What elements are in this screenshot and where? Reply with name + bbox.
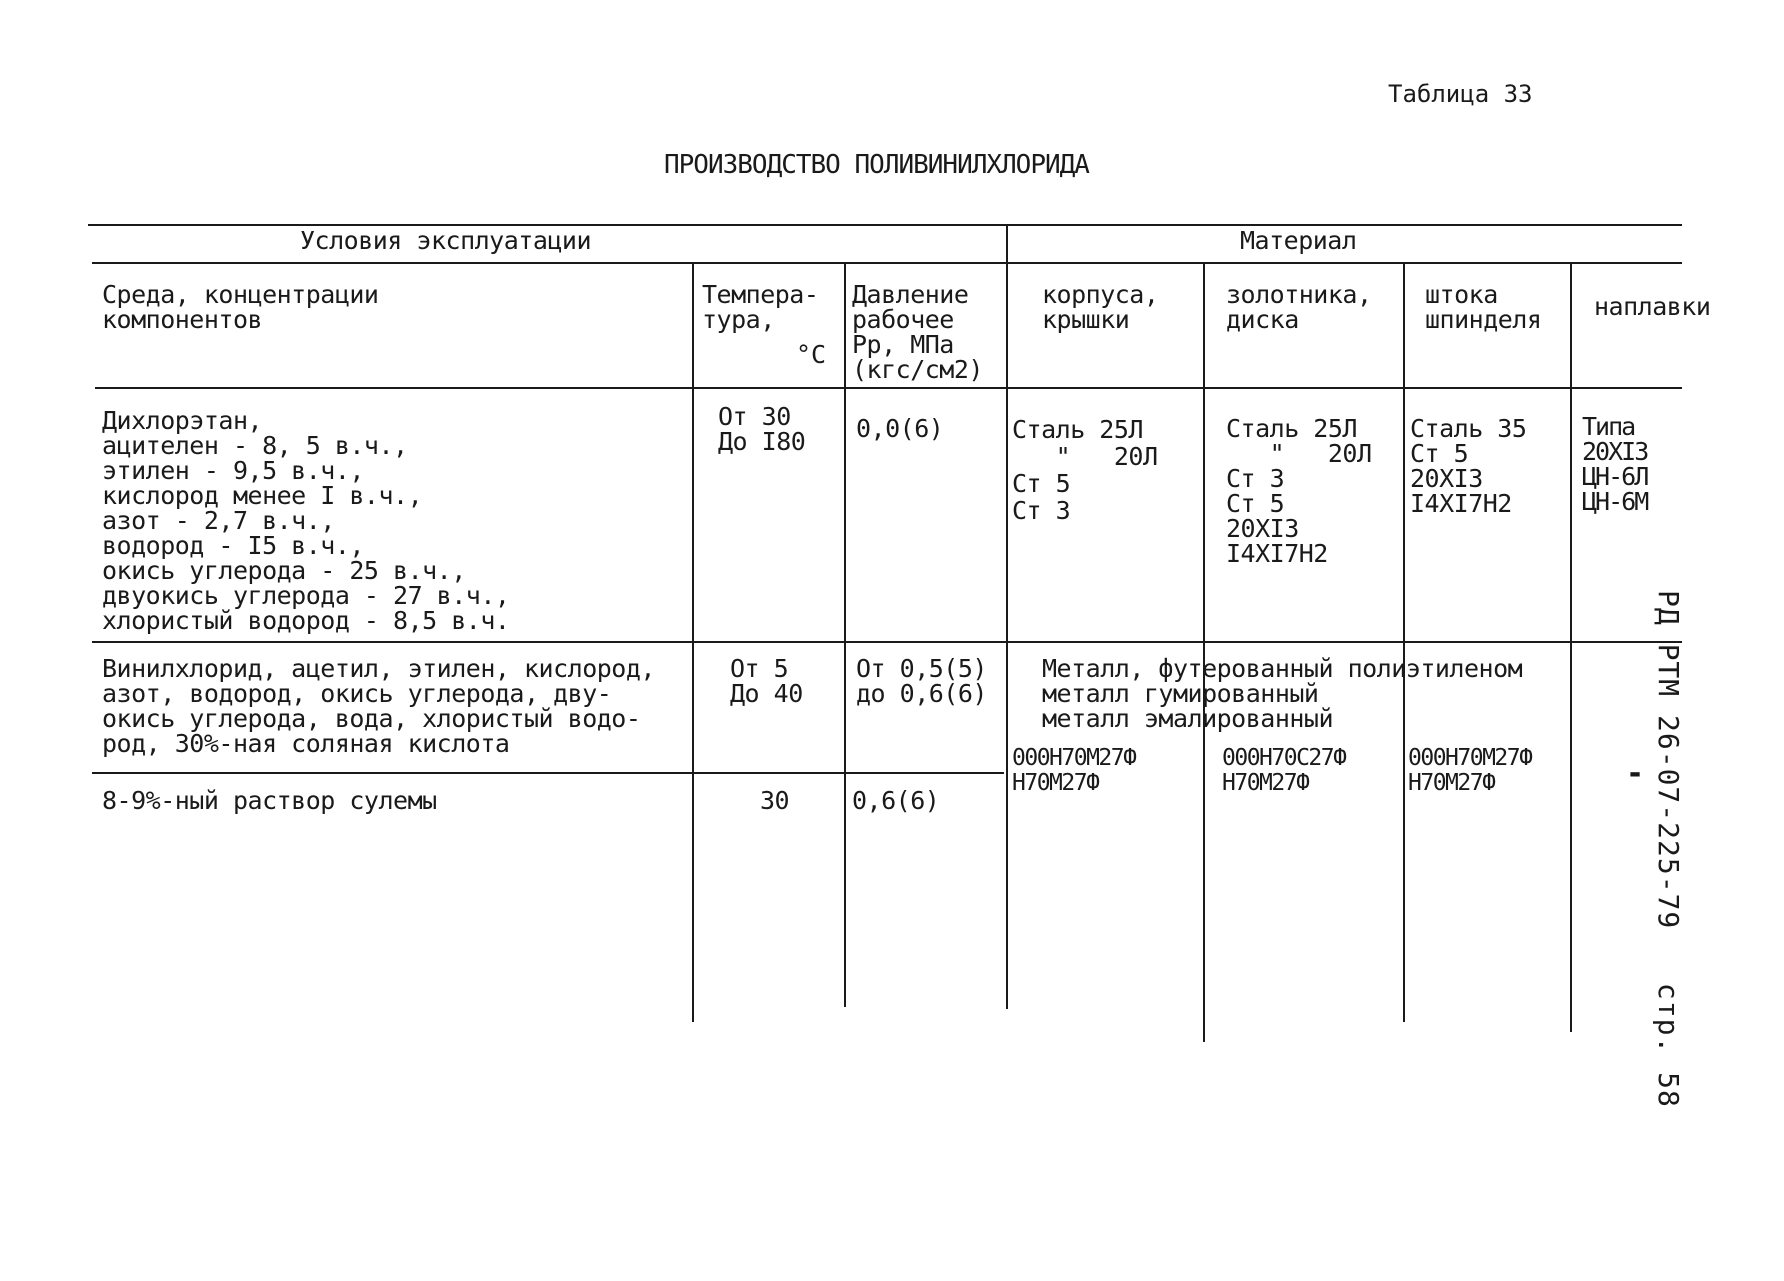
row1-bottom-rule	[92, 641, 1682, 643]
row3-pressure: 0,6(6)	[852, 786, 940, 815]
row1-temperature: От 30 До I80	[718, 402, 806, 456]
header-bottom-rule	[95, 387, 1682, 389]
row2-lining: Металл, футерованный полиэтиленом металл гумированный металл эмалированный	[1042, 654, 1523, 733]
row2-body: 000Н70М27Ф Н70М27Ф	[1012, 745, 1136, 796]
row2-pressure: От 0,5(5) до 0,6(6)	[856, 654, 987, 708]
header-stem: штока шпинделя	[1425, 280, 1542, 334]
row1-pressure: 0,0(6)	[856, 414, 944, 443]
col-divider-stem-overlay	[1570, 262, 1572, 1032]
row2-medium: Винилхлорид, ацетил, этилен, кислород, азот, водород, окись углерода, дву- окись углерода, вода, хлористый водо- род, 30%-ная соляная кислота	[102, 654, 655, 758]
header-material: Материал	[1240, 226, 1357, 255]
document-code-sidebar: РД РТМ 26-07-225-79 стр. 58	[1652, 590, 1685, 1108]
header-body: корпуса, крышки	[1042, 280, 1159, 334]
row1-stem: Сталь 35 Ст 5 20ХI3 I4ХI7Н2	[1410, 414, 1527, 518]
col-divider-temp-pressure	[844, 262, 846, 1007]
row2-bottom-rule	[92, 772, 1004, 774]
table-label: Таблица 33	[1388, 80, 1533, 108]
col-divider-conditions-material	[1006, 224, 1008, 1009]
row2-temperature: От 5 До 40	[730, 654, 803, 708]
header-gate: золотника, диска	[1226, 280, 1372, 334]
header-overlay: наплавки	[1594, 292, 1711, 321]
col-divider-body-gate	[1203, 262, 1205, 1042]
row2-stem: 000Н70М27Ф Н70М27Ф	[1408, 745, 1532, 796]
row1-medium: Дихлорэтан, ацителен - 8, 5 в.ч., этилен - 9,5 в.ч., кислород менее I в.ч., азот - 2,7 в.ч., водород - I5 в.ч., окись углерода - 25 в.ч., двуокись углерода - 27 в.ч., хлористый водород - 8,5 в.ч.	[102, 406, 510, 635]
row1-overlay: Типа 20ХI3 ЦН-6Л ЦН-6М	[1582, 412, 1648, 516]
col-divider-medium-temp	[692, 262, 694, 1022]
row2-gate: 000Н70С27Ф Н70М27Ф	[1222, 745, 1346, 796]
row1-body: Сталь 25Л " 20Л Ст 5 Ст 3	[1012, 415, 1158, 525]
header-temperature: Темпера- тура,	[702, 280, 819, 334]
row2-overlay: -	[1626, 756, 1645, 791]
header-group-rule	[92, 262, 1682, 264]
row3-medium: 8-9%-ный раствор сулемы	[102, 786, 437, 815]
header-medium: Среда, концентрации компонентов	[102, 280, 379, 334]
header-pressure: Давление рабочее Рр, МПа (кгс/см2)	[852, 280, 983, 384]
header-conditions: Условия эксплуатации	[300, 226, 592, 255]
page-title: ПРОИЗВОДСТВО ПОЛИВИНИЛХЛОРИДА	[664, 150, 1089, 180]
col-divider-gate-stem	[1403, 262, 1405, 1022]
row3-temperature: 30	[760, 786, 790, 815]
row1-gate: Сталь 25Л " 20Л Ст 3 Ст 5 20ХI3 I4ХI7Н2	[1226, 414, 1372, 568]
header-temperature-unit: °C	[796, 340, 827, 369]
